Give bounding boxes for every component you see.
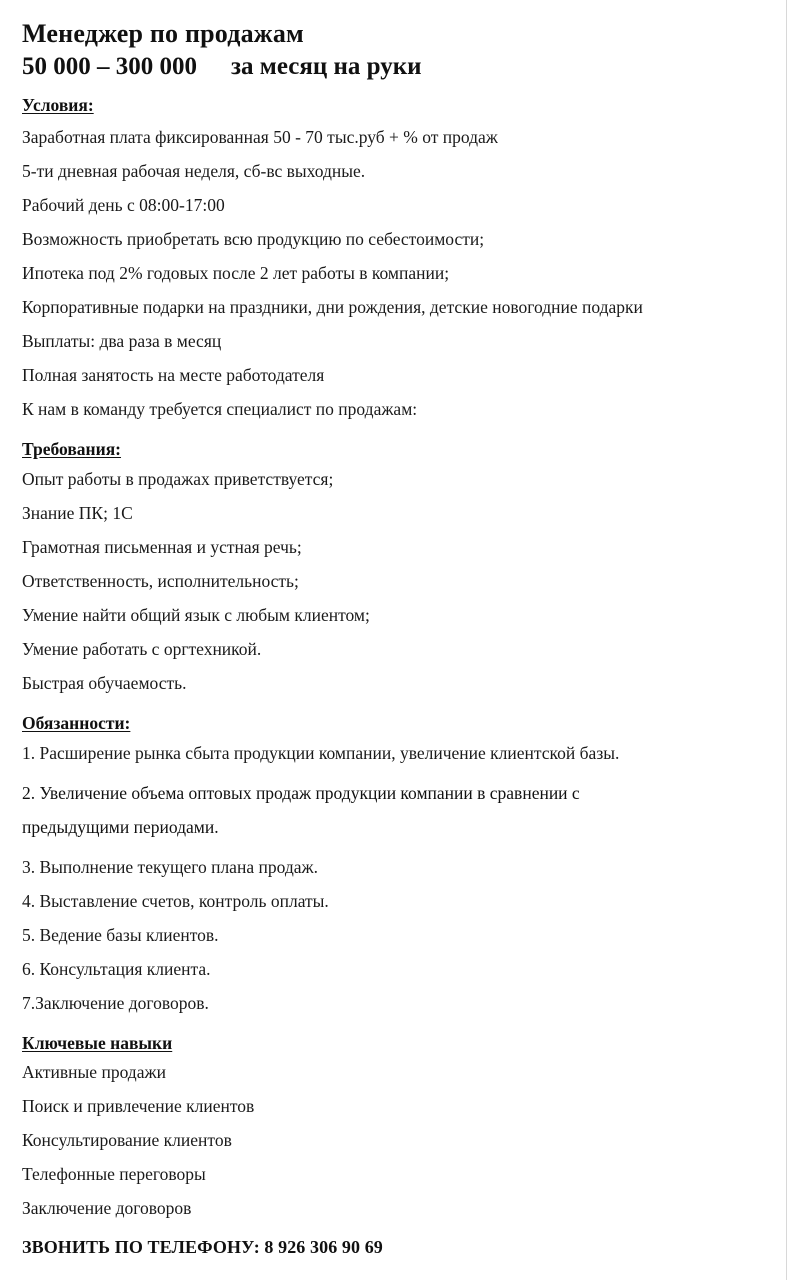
- list-item: Знание ПК; 1С: [22, 503, 133, 523]
- list-item: Активные продажи: [22, 1062, 166, 1082]
- list-item: Ответственность, исполнительность;: [22, 571, 299, 591]
- section-heading-conditions: Условия:: [22, 95, 94, 115]
- list-item: 1. Расширение рынка сбыта продукции компании, увеличение клиентской базы.: [22, 743, 620, 763]
- list-item: 5. Ведение базы клиентов.: [22, 925, 219, 945]
- list-item: 6. Консультация клиента.: [22, 959, 211, 979]
- list-item: Заработная плата фиксированная 50 - 70 тыс.руб + % от продаж: [22, 127, 498, 147]
- conditions-heading-wrap: [22, 88, 776, 123]
- list-item: Умение работать с оргтехникой.: [22, 639, 262, 659]
- skills-heading-wrap: [22, 1026, 776, 1061]
- list-item: 3. Выполнение текущего плана продаж.: [22, 857, 318, 877]
- list-item: 2. Увеличение объема оптовых продаж продукции компании в сравнении с предыдущими периодами.: [22, 783, 580, 837]
- list-item: Корпоративные подарки на праздники, дни рождения, детские новогодние подарки: [22, 297, 643, 317]
- list-item: Быстрая обучаемость.: [22, 673, 187, 693]
- list-item: Поиск и привлечение клиентов: [22, 1096, 255, 1116]
- list-item: Рабочий день с 08:00-17:00: [22, 195, 225, 215]
- list-item: 5-ти дневная рабочая неделя, сб-вс выходные.: [22, 161, 366, 181]
- salary-range: 50 000 – 300 000: [22, 53, 197, 80]
- list-item: Консультирование клиентов: [22, 1130, 232, 1150]
- list-item: Опыт работы в продажах приветствуется;: [22, 469, 334, 489]
- list-item: Телефонные переговоры: [22, 1164, 206, 1184]
- document-content: [22, 18, 776, 1259]
- conditions-list: [22, 126, 776, 420]
- list-item: Грамотная письменная и устная речь;: [22, 537, 302, 557]
- contact-phone-line: ЗВОНИТЬ ПО ТЕЛЕФОНУ: 8 926 306 90 69: [22, 1237, 383, 1257]
- requirements-list: [22, 468, 776, 694]
- section-heading-duties: Обязанности:: [22, 713, 131, 733]
- section-heading-requirements: Требования:: [22, 439, 122, 459]
- list-item: Выплаты: два раза в месяц: [22, 331, 222, 351]
- list-item: 7.Заключение договоров.: [22, 993, 209, 1013]
- list-item: Заключение договоров: [22, 1198, 192, 1218]
- duties-heading-wrap: [22, 706, 776, 741]
- page-title: Менеджер по продажам: [22, 19, 304, 48]
- salary-line: [22, 50, 776, 84]
- salary-note: за месяц на руки: [231, 53, 422, 80]
- list-item: Ипотека под 2% годовых после 2 лет работы в компании;: [22, 263, 450, 283]
- list-item: 4. Выставление счетов, контроль оплаты.: [22, 891, 329, 911]
- section-heading-skills: Ключевые навыки: [22, 1033, 173, 1053]
- skills-list: [22, 1061, 776, 1219]
- list-item: Умение найти общий язык с любым клиентом;: [22, 605, 370, 625]
- duties-list: [22, 742, 776, 1014]
- requirements-heading-wrap: [22, 432, 776, 467]
- list-item: К нам в команду требуется специалист по продажам:: [22, 399, 418, 419]
- list-item: Возможность приобретать всю продукцию по себестоимости;: [22, 229, 485, 249]
- list-item: Полная занятость на месте работодателя: [22, 365, 325, 385]
